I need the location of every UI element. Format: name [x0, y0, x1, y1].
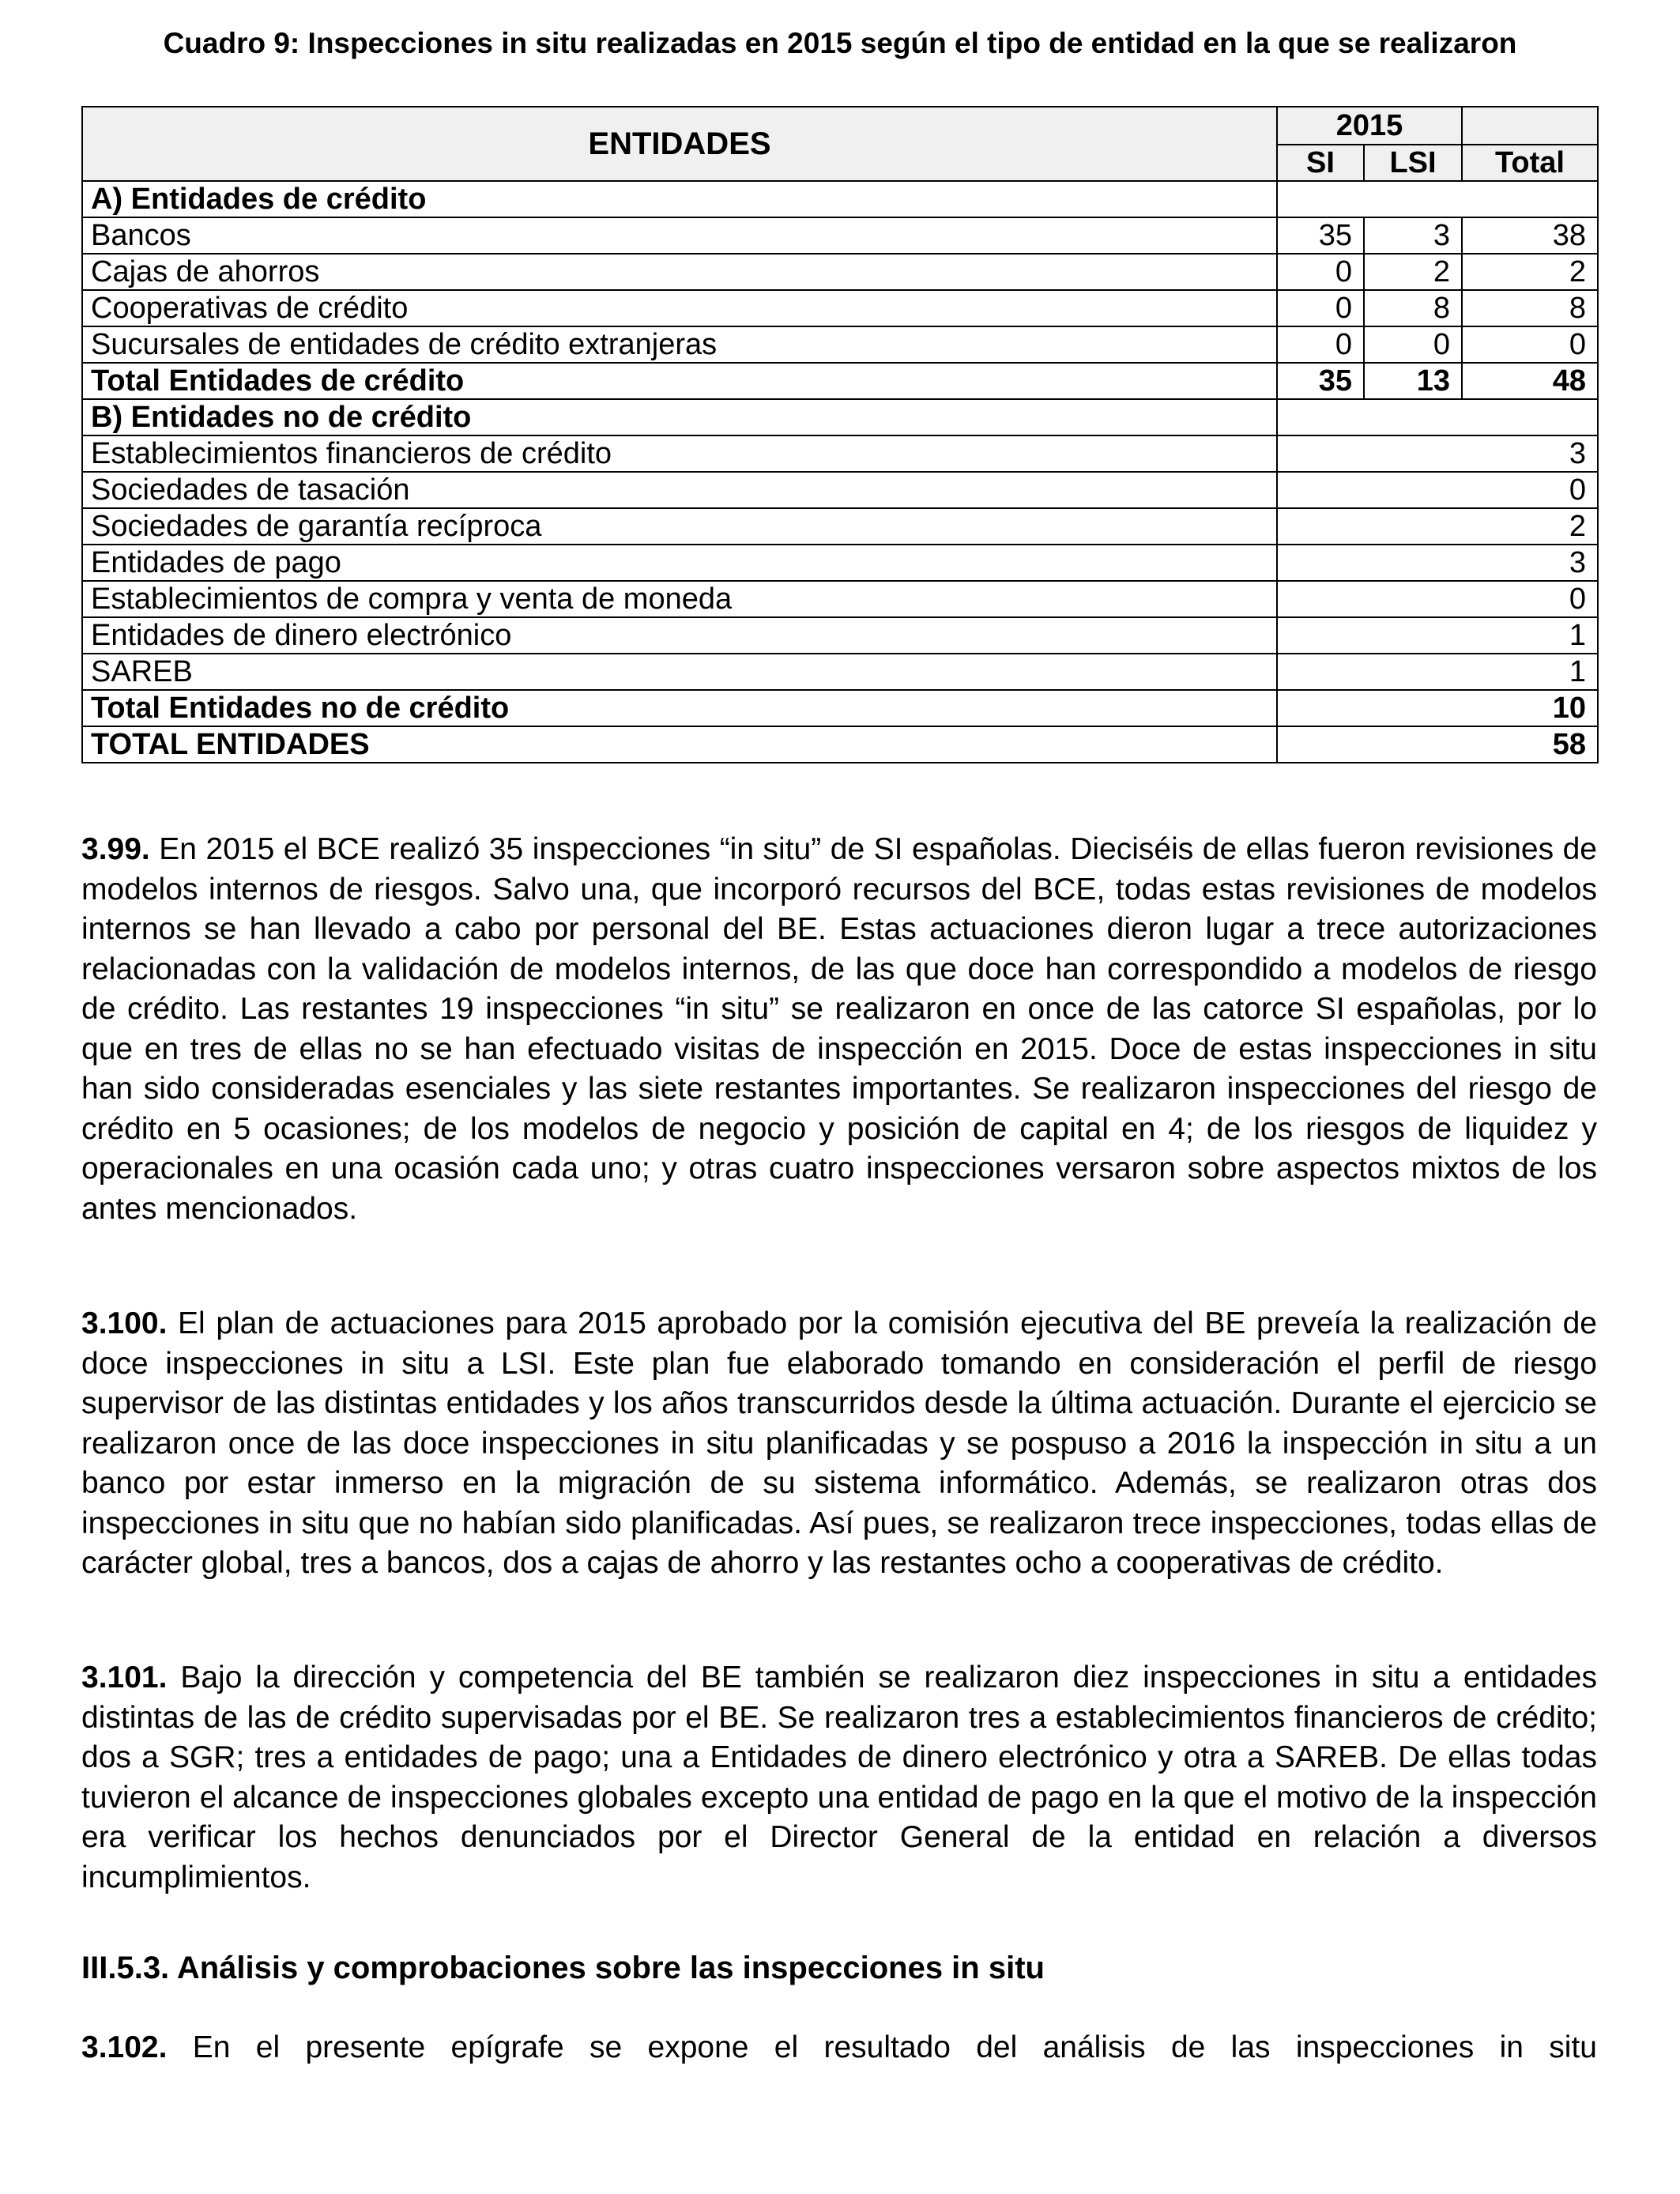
- paragraph-3-100: [81, 1304, 1597, 1584]
- paragraph-number: 3.99.: [81, 832, 150, 866]
- row-total: 0: [1277, 472, 1598, 508]
- row-total: 0: [1277, 581, 1598, 617]
- row-name: Cooperativas de crédito: [82, 290, 1277, 326]
- paragraph-3-102: [81, 2028, 1597, 2068]
- total-a-name: Total Entidades de crédito: [82, 363, 1277, 399]
- section-b-label: B) Entidades no de crédito: [82, 399, 1277, 435]
- paragraph-3-99: [81, 830, 1597, 1229]
- paragraph-number: 3.100.: [81, 1306, 168, 1340]
- row-name: SAREB: [82, 654, 1277, 690]
- row-total: 0: [1462, 326, 1598, 363]
- row-total: 1: [1277, 617, 1598, 654]
- row-name: Cajas de ahorros: [82, 254, 1277, 290]
- row-name: Establecimientos de compra y venta de moneda: [82, 581, 1277, 617]
- row-total: 8: [1462, 290, 1598, 326]
- total-row: [82, 363, 1598, 399]
- row-total: 3: [1277, 545, 1598, 581]
- section-title: Análisis y comprobaciones sobre las inspecciones in situ: [176, 1951, 1045, 1985]
- row-name: Entidades de pago: [82, 545, 1277, 581]
- row-lsi: 2: [1364, 254, 1462, 290]
- header-entidades: ENTIDADES: [82, 107, 1277, 181]
- table-row: [82, 217, 1598, 254]
- grand-total-row: [82, 726, 1598, 763]
- inspections-table: [81, 106, 1599, 763]
- header-lsi: LSI: [1364, 145, 1462, 181]
- row-lsi: 3: [1364, 217, 1462, 254]
- grand-total-value: 58: [1277, 726, 1598, 763]
- table-row: [82, 581, 1598, 617]
- row-total: 38: [1462, 217, 1598, 254]
- row-si: 0: [1277, 290, 1364, 326]
- row-lsi: 8: [1364, 290, 1462, 326]
- header-blank: [1462, 107, 1598, 145]
- total-a-si: 35: [1277, 363, 1364, 399]
- table-row: [82, 326, 1598, 363]
- paragraph-text: En el presente epígrafe se expone el resultado del análisis de las inspecciones in situ: [192, 2030, 1597, 2064]
- row-total: 2: [1462, 254, 1598, 290]
- row-name: Bancos: [82, 217, 1277, 254]
- total-row: [82, 690, 1598, 726]
- table-row: [82, 290, 1598, 326]
- table-row: [82, 254, 1598, 290]
- caption-label: Cuadro 9:: [163, 27, 300, 59]
- paragraph-number: 3.102.: [81, 2030, 168, 2064]
- row-name: Sucursales de entidades de crédito extranjeras: [82, 326, 1277, 363]
- row-total: 2: [1277, 508, 1598, 545]
- row-name: Sociedades de garantía recíproca: [82, 508, 1277, 545]
- header-year: 2015: [1277, 107, 1462, 145]
- row-lsi: 0: [1364, 326, 1462, 363]
- table-row: [82, 617, 1598, 654]
- total-b-total: 10: [1277, 690, 1598, 726]
- header-si: SI: [1277, 145, 1364, 181]
- table-row: [82, 472, 1598, 508]
- total-a-total: 48: [1462, 363, 1598, 399]
- row-si: 35: [1277, 217, 1364, 254]
- grand-total-name: TOTAL ENTIDADES: [82, 726, 1277, 763]
- row-total: 3: [1277, 435, 1598, 472]
- paragraph-3-101: [81, 1658, 1597, 1898]
- section-a-label: A) Entidades de crédito: [82, 181, 1277, 217]
- section-row: [82, 399, 1598, 435]
- table-row: [82, 435, 1598, 472]
- paragraph-number: 3.101.: [81, 1661, 168, 1695]
- table-row: [82, 545, 1598, 581]
- caption-title: Inspecciones in situ realizadas en 2015 según el tipo de entidad en la que se realizaron: [307, 27, 1517, 59]
- paragraph-text: En 2015 el BCE realizó 35 inspecciones “in situ” de SI españolas. Dieciséis de ellas fueron revisiones de modelos internos de riesgos. Salvo una, que incorporó recursos del BCE, todas estas revisiones de modelos internos se han llevado a cabo por personal del BE. Estas actuaciones dieron lugar a trece autorizaciones relacionadas con la validación de modelos internos, de las que doce han correspondido a modelos de riesgo de crédito. Las restantes 19 inspecciones “in situ” se realizaron en once de las catorce SI españolas, por lo que en tres de ellas no se han efectuado visitas de inspección en 2015. Doce de estas inspecciones in situ han sido consideradas esenciales y las siete restantes importantes. Se realizaron inspecciones del riesgo de crédito en 5 ocasiones; de los modelos de negocio y posición de capital en 4; de los riesgos de liquidez y operacionales en una ocasión cada uno; y otras cuatro inspecciones versaron sobre aspectos mixtos de los antes mencionados.: [81, 832, 1597, 1226]
- section-heading: [81, 1951, 1597, 1986]
- row-si: 0: [1277, 254, 1364, 290]
- total-b-name: Total Entidades no de crédito: [82, 690, 1277, 726]
- paragraph-text: Bajo la dirección y competencia del BE también se realizaron diez inspecciones in situ a entidades distintas de las de crédito supervisadas por el BE. Se realizaron tres a establecimientos financieros de crédito; dos a SGR; tres a entidades de pago; una a Entidades de dinero electrónico y otra a SAREB. De ellas todas tuvieron el alcance de inspecciones globales excepto una entidad de pago en la que el motivo de la inspección era verificar los hechos denunciados por el Director General de la entidad en relación a diversos incumplimientos.: [81, 1661, 1598, 1894]
- row-name: Establecimientos financieros de crédito: [82, 435, 1277, 472]
- table-caption: [82, 27, 1598, 60]
- section-number: III.5.3.: [81, 1951, 170, 1985]
- total-a-lsi: 13: [1364, 363, 1462, 399]
- paragraph-text: El plan de actuaciones para 2015 aprobado por la comisión ejecutiva del BE preveía la realización de doce inspecciones in situ a LSI. Este plan fue elaborado tomando en consideración el perfil de riesgo supervisor de las distintas entidades y los años transcurridos desde la última actuación. Durante el ejercicio se realizaron once de las doce inspecciones in situ planificadas y se pospuso a 2016 la inspección in situ a un banco por estar inmerso en la migración de su sistema informático. Además, se realizaron otras dos inspecciones in situ que no habían sido planificadas. Así pues, se realizaron trece inspecciones, todas ellas de carácter global, tres a bancos, dos a cajas de ahorro y las restantes ocho a cooperativas de crédito.: [81, 1306, 1597, 1580]
- section-row: [82, 181, 1598, 217]
- header-total: Total: [1462, 145, 1598, 181]
- table-row: [82, 654, 1598, 690]
- row-name: Sociedades de tasación: [82, 472, 1277, 508]
- table-row: [82, 508, 1598, 545]
- row-name: Entidades de dinero electrónico: [82, 617, 1277, 654]
- row-si: 0: [1277, 326, 1364, 363]
- row-total: 1: [1277, 654, 1598, 690]
